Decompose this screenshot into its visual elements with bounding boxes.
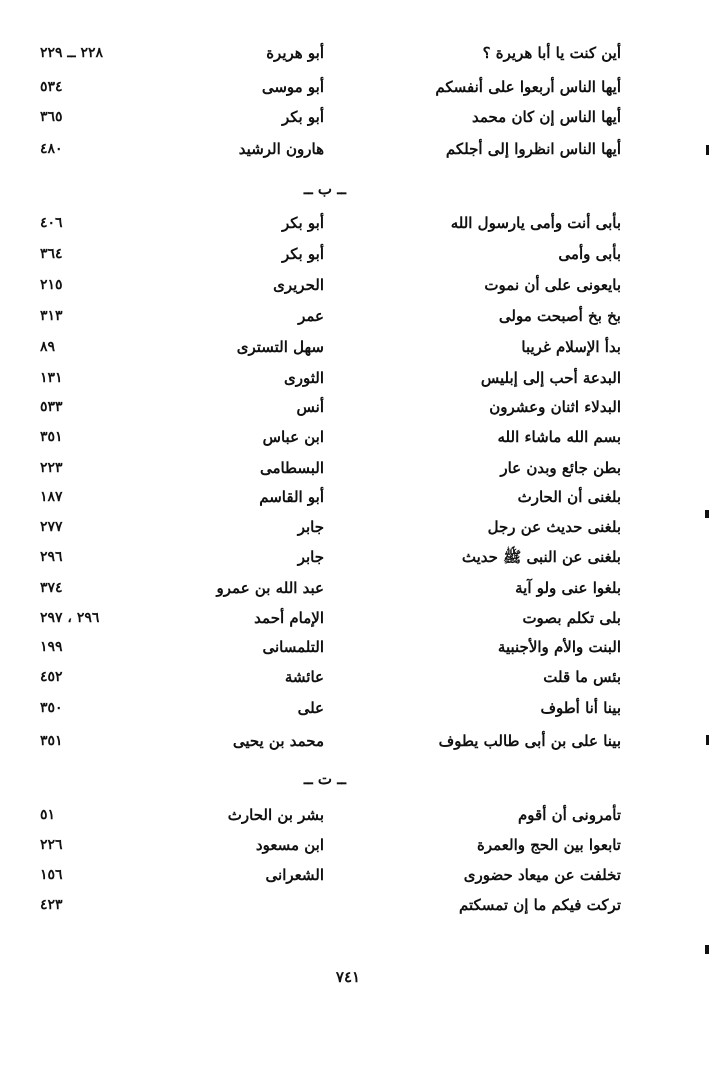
entry-pages: ٣١٣ [40, 308, 63, 324]
entry-narrator: البسطامى [259, 459, 324, 477]
entry-pages: ٤٨٠ [40, 141, 63, 157]
entry-phrase: بينا أنا أطوف [540, 699, 621, 717]
entry-narrator: أبو بكر [281, 245, 324, 263]
index-entry [0, 424, 709, 452]
entry-pages: ١٣١ [40, 370, 63, 386]
entry-pages: ٣٥١ [40, 733, 63, 749]
entry-pages: ٣٧٤ [40, 580, 63, 596]
entry-phrase: بينا على بن أبى طالب يطوف [438, 732, 621, 750]
index-entry [0, 634, 709, 662]
index-entry [0, 394, 709, 422]
entry-phrase: بلغنى حديث عن رجل [487, 518, 621, 536]
index-entry [0, 74, 709, 102]
entry-phrase: بأبى وأمى [558, 245, 621, 263]
entry-phrase: بلغنى عن النبى ﷺ حديث [461, 548, 621, 566]
entry-pages: ٤٢٣ [40, 897, 63, 913]
index-entry [0, 664, 709, 692]
entry-phrase: بسم الله ماشاء الله [497, 428, 621, 446]
entry-phrase: تأمرونى أن أقوم [518, 806, 621, 824]
index-entry [0, 484, 709, 512]
entry-phrase: بدأ الإسلام غريبا [521, 338, 621, 356]
index-entry [0, 544, 709, 572]
entry-narrator: أبو بكر [281, 214, 324, 232]
entry-narrator: ابن عباس [262, 428, 324, 446]
entry-pages: ٢٩٦ [40, 549, 63, 565]
entry-pages: ٢٢٣ [40, 460, 63, 476]
entry-phrase: بلى تكلم بصوت [522, 609, 621, 627]
entry-pages: ٢٩٦ ، ٢٩٧ [40, 610, 100, 626]
entry-phrase: أيها الناس أربعوا على أنفسكم [435, 78, 621, 96]
entry-narrator: عائشة [284, 668, 324, 686]
entry-pages: ٢١٥ [40, 277, 63, 293]
entry-narrator: أنس [296, 398, 324, 416]
section-header-ba: ــ ب ــ [303, 180, 347, 198]
entry-narrator: عمر [298, 307, 324, 325]
entry-narrator: محمد بن يحيى [232, 732, 324, 750]
entry-narrator: عبد الله بن عمرو [216, 579, 324, 597]
entry-pages: ٢٢٨ ــ ٢٢٩ [40, 45, 104, 61]
index-entry [0, 365, 709, 393]
index-entry [0, 575, 709, 603]
index-entry [0, 514, 709, 542]
entry-phrase: أين كنت يا أبا هريرة ؟ [482, 44, 621, 62]
entry-pages: ٢٧٧ [40, 519, 63, 535]
index-entry [0, 136, 709, 164]
entry-narrator: الإمام أحمد [254, 609, 324, 627]
scan-mark [705, 510, 709, 518]
index-entry [0, 104, 709, 132]
section-header-ta: ــ ت ــ [303, 770, 347, 788]
entry-phrase: أيها الناس إن كان محمد [471, 108, 621, 126]
entry-phrase: بلغنى أن الحارث [517, 488, 621, 506]
entry-phrase: بلغوا عنى ولو آية [515, 579, 621, 597]
entry-phrase: بايعونى على أن نموت [484, 276, 621, 294]
entry-narrator: هارون الرشيد [238, 140, 324, 158]
entry-narrator: جابر [297, 548, 324, 566]
entry-pages: ٤٠٦ [40, 215, 63, 231]
footer-page-number: ٧٤١ [335, 968, 361, 986]
entry-phrase: البدلاء اثنان وعشرون [489, 398, 621, 416]
index-entry [0, 832, 709, 860]
entry-narrator: ابن مسعود [255, 836, 324, 854]
entry-pages: ٥٣٤ [40, 79, 63, 95]
entry-pages: ١٨٧ [40, 489, 63, 505]
entry-narrator: جابر [297, 518, 324, 536]
entry-phrase: بئس ما قلت [543, 668, 621, 686]
entry-narrator: الحريرى [273, 276, 324, 294]
index-entry [0, 40, 709, 68]
index-entry [0, 303, 709, 331]
entry-phrase: أيها الناس انظروا إلى أجلكم [445, 140, 621, 158]
entry-phrase: بخ بخ أصبحت مولى [498, 307, 621, 325]
index-entry [0, 272, 709, 300]
entry-pages: ٣٦٥ [40, 109, 63, 125]
entry-phrase: البدعة أحب إلى إبليس [480, 369, 621, 387]
entry-pages: ٥١ [40, 807, 56, 823]
index-entry [0, 605, 709, 633]
entry-narrator: الثورى [284, 369, 324, 387]
entry-pages: ١٩٩ [40, 639, 63, 655]
entry-narrator: التلمسانى [262, 638, 324, 656]
entry-phrase: بطن جائع وبدن عار [500, 459, 621, 477]
entry-pages: ٥٣٣ [40, 399, 63, 415]
entry-narrator: على [297, 699, 324, 717]
scan-mark [705, 945, 709, 954]
entry-narrator: أبو بكر [281, 108, 324, 126]
entry-pages: ٣٦٤ [40, 246, 63, 262]
index-entry [0, 728, 709, 756]
entry-phrase: بأبى أنت وأمى يارسول الله [450, 214, 621, 232]
index-entry [0, 241, 709, 269]
entry-pages: ١٥٦ [40, 867, 63, 883]
index-entry [0, 862, 709, 890]
entry-pages: ٨٩ [40, 339, 56, 355]
entry-pages: ٣٥١ [40, 429, 63, 445]
entry-pages: ٣٥٠ [40, 700, 63, 716]
entry-narrator: أبو هريرة [266, 44, 324, 62]
entry-narrator: بشر بن الحارث [227, 806, 324, 824]
index-entry [0, 802, 709, 830]
entry-pages: ٤٥٢ [40, 669, 63, 685]
index-entry [0, 210, 709, 238]
index-entry [0, 695, 709, 723]
entry-pages: ٢٢٦ [40, 837, 63, 853]
entry-phrase: تخلفت عن ميعاد حضورى [463, 866, 621, 884]
entry-phrase: تابعوا بين الحج والعمرة [477, 836, 621, 854]
index-entry [0, 334, 709, 362]
index-entry [0, 455, 709, 483]
entry-narrator: الشعرانى [265, 866, 324, 884]
entry-narrator: أبو القاسم [259, 488, 324, 506]
entry-phrase: تركت فيكم ما إن تمسكتم [459, 896, 621, 914]
entry-phrase: البنت والأم والأجنبية [497, 638, 621, 656]
entry-narrator: سهل التسترى [236, 338, 324, 356]
entry-narrator: أبو موسى [261, 78, 324, 96]
index-entry [0, 892, 709, 920]
